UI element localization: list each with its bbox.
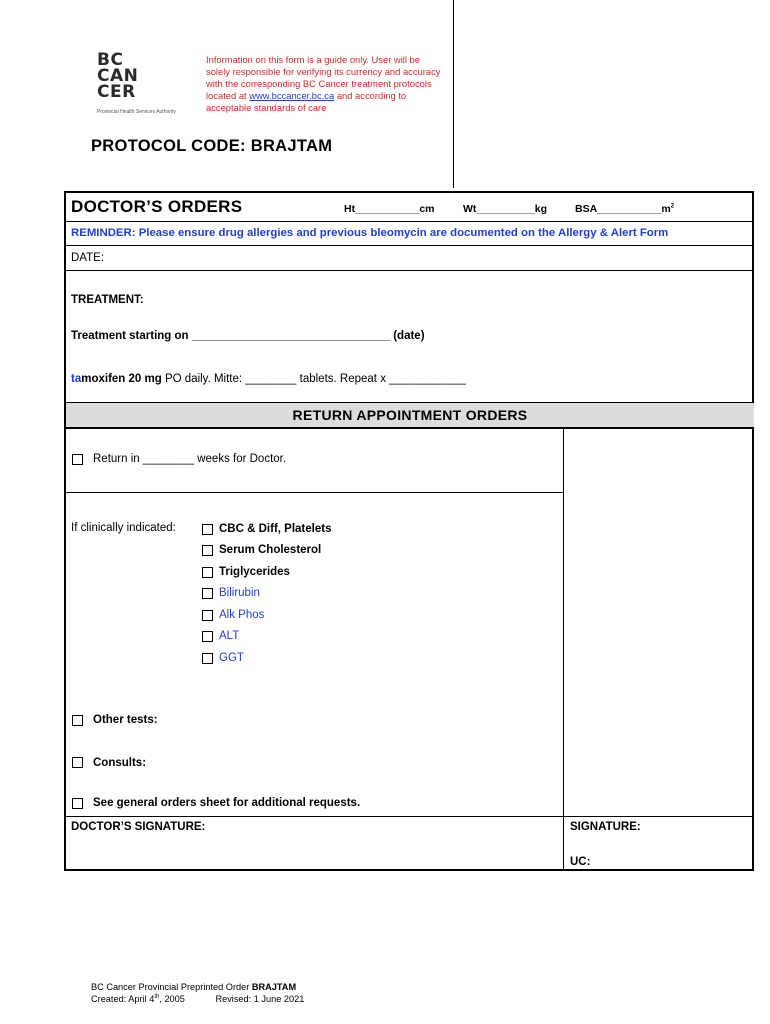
lab-checkbox[interactable] — [202, 610, 213, 621]
general-orders-checkbox[interactable] — [72, 798, 83, 809]
footer-created-sup: th — [154, 994, 160, 1000]
lab-label: Bilirubin — [219, 587, 260, 599]
height-field[interactable]: Ht___________cm — [344, 203, 435, 215]
form-title: DOCTOR’S ORDERS — [71, 197, 243, 216]
lab-label: CBC & Diff, Platelets — [219, 523, 332, 535]
footer-created-year: , 2005 — [159, 994, 185, 1005]
lab-checkbox[interactable] — [202, 567, 213, 578]
return-in-text: Return in ________ weeks for Doctor. — [93, 453, 287, 465]
logo-line-2: CAN — [97, 66, 139, 86]
column-divider — [563, 429, 564, 870]
other-tests-label: Other tests: — [93, 714, 158, 726]
date-label[interactable]: DATE: — [71, 252, 105, 264]
footer-source: BC Cancer Provincial Preprinted Order — [91, 982, 250, 992]
bsa-label: BSA___________m — [575, 203, 671, 215]
logo-line-1: BC — [97, 50, 124, 70]
lab-label: Triglycerides — [219, 566, 290, 578]
treatment-label: TREATMENT: — [71, 294, 144, 306]
logo-tagline: Provincial Health Services Authority — [97, 109, 176, 115]
lab-checkbox[interactable] — [202, 588, 213, 599]
lab-checkbox[interactable] — [202, 653, 213, 664]
bc-cancer-logo — [97, 52, 138, 100]
other-tests-checkbox[interactable] — [72, 715, 83, 726]
drug-order[interactable] — [71, 373, 466, 385]
divider — [66, 221, 754, 222]
footer-code: BRAJTAM — [251, 982, 297, 992]
doctor-signature-label[interactable]: DOCTOR’S SIGNATURE: — [71, 821, 206, 833]
disclaimer-end: and according to acceptable standards of care — [206, 90, 407, 113]
lab-checkbox[interactable] — [202, 524, 213, 535]
lab-checkbox[interactable] — [202, 545, 213, 556]
drug-name: moxifen 20 mg — [81, 373, 162, 385]
disclaimer-text — [206, 54, 446, 114]
bsa-unit-sup: 2 — [670, 203, 675, 210]
lab-label: Serum Cholesterol — [219, 544, 322, 556]
consults-label: Consults: — [93, 757, 147, 769]
footer-line-2 — [91, 994, 304, 1004]
uc-label[interactable]: UC: — [570, 856, 591, 868]
signature-label[interactable]: SIGNATURE: — [570, 821, 641, 833]
lab-label: Alk Phos — [219, 609, 265, 621]
footer-revised: Revised: 1 June 2021 — [215, 994, 305, 1005]
divider — [66, 270, 754, 271]
divider — [66, 816, 754, 817]
bsa-field[interactable] — [575, 203, 674, 215]
divider — [66, 492, 563, 493]
return-appointment-heading: RETURN APPOINTMENT ORDERS — [292, 407, 528, 423]
divider — [66, 245, 754, 246]
weight-field[interactable]: Wt__________kg — [463, 203, 548, 215]
treatment-start-field[interactable]: Treatment starting on _______________________________ (date) — [71, 330, 425, 342]
divider — [66, 427, 754, 429]
bccancer-link[interactable]: www.bccancer.bc.ca — [249, 90, 335, 101]
footer-created: Created: April 4 — [91, 994, 155, 1005]
general-orders-label: See general orders sheet for additional requests. — [93, 797, 361, 809]
lab-label: ALT — [219, 630, 240, 642]
drug-prefix: ta — [71, 373, 82, 385]
return-checkbox[interactable] — [72, 454, 83, 465]
lab-label: GGT — [219, 652, 244, 664]
lab-checkbox[interactable] — [202, 631, 213, 642]
footer-line-1 — [91, 982, 296, 992]
header-divider — [453, 0, 454, 188]
logo-line-3: CER — [97, 82, 136, 102]
protocol-code: PROTOCOL CODE: BRAJTAM — [91, 137, 333, 155]
consults-checkbox[interactable] — [72, 757, 83, 768]
reminder-text: REMINDER: Please ensure drug allergies and previous bleomycin are documented on the Allergy & Alert Form — [71, 227, 669, 239]
drug-instructions: PO daily. Mitte: ________ tablets. Repeat x ____________ — [164, 373, 466, 385]
if-clinically-label: If clinically indicated: — [71, 522, 176, 534]
disclaimer-body: Information on this form is a guide only. User will be solely responsible for verifying its currency and accuracy with the corresponding BC Cancer treatment protocols located at — [206, 54, 441, 101]
